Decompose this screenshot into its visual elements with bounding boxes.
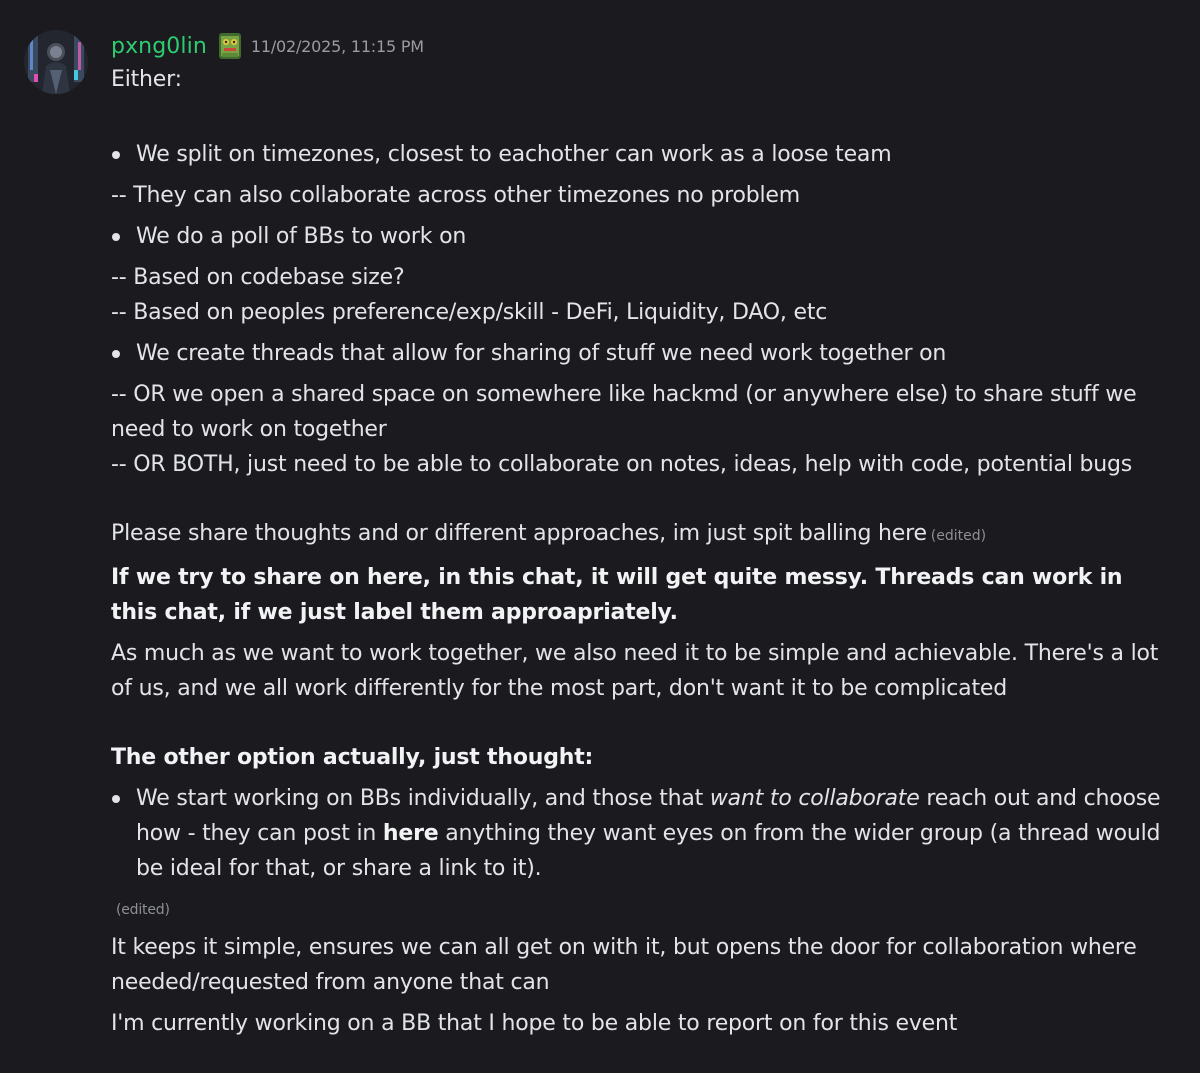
sub-item: -- OR we open a shared space on somewhere like hackmd (or anywhere else) to share stuff we need to work on together: [111, 382, 1137, 442]
paragraph-text: Please share thoughts and or different approaches, im just spit balling here: [111, 521, 927, 546]
sub-item: -- Based on codebase size?: [111, 265, 405, 290]
sub-item: -- Based on peoples preference/exp/skill - DeFi, Liquidity, DAO, etc: [111, 300, 828, 325]
spacer: [111, 482, 1171, 516]
user-avatar[interactable]: [24, 30, 88, 94]
list-item-text: anything they want eyes on from the wider group (a thread would be ideal for that, or share a link to it).: [136, 821, 1161, 881]
message-content: [111, 62, 1171, 1041]
list-item-text: We start working on BBs individually, and those that: [136, 786, 710, 811]
list-item: [111, 219, 1171, 254]
bold-heading: The other option actually, just thought:: [111, 745, 594, 770]
list-item-text: reach out and choose how - they can post in: [136, 786, 1161, 846]
spacer: [111, 97, 1171, 131]
paragraph: As much as we want to work together, we also need it to be simple and achievable. There's a lot of us, and we all work differently for the most part, don't want it to be complicated: [111, 641, 1159, 701]
username[interactable]: pxng0lin: [111, 33, 207, 59]
avatar-image: [24, 30, 88, 94]
spacer: [111, 706, 1171, 740]
frog-emoji-icon[interactable]: [219, 33, 241, 59]
list-item-text: We split on timezones, closest to eachother can work as a loose team: [136, 142, 892, 167]
paragraph: I'm currently working on a BB that I hope to be able to report on for this event: [111, 1011, 958, 1036]
sub-item: -- They can also collaborate across other timezones no problem: [111, 183, 800, 208]
bullet-icon: [112, 795, 120, 803]
list-item: [111, 137, 1171, 172]
edited-label[interactable]: (edited): [116, 902, 170, 918]
list-item-text: We do a poll of BBs to work on: [136, 224, 467, 249]
list-item: [111, 336, 1171, 371]
bullet-icon: [112, 233, 120, 241]
italic-text: want to collaborate: [709, 786, 920, 811]
intro-text: Either:: [111, 67, 182, 92]
message-header: [111, 29, 424, 63]
paragraph: [111, 516, 1171, 554]
bullet-icon: [112, 350, 120, 358]
paragraph: It keeps it simple, ensures we can all get on with it, but opens the door for collaboration where needed/requested from anyone that can: [111, 935, 1137, 995]
edited-label[interactable]: (edited): [930, 528, 987, 544]
bold-text: here: [382, 821, 439, 846]
message-timestamp[interactable]: 11/02/2025, 11:15 PM: [250, 36, 424, 56]
list-item-text: We create threads that allow for sharing of stuff we need work together on: [136, 341, 947, 366]
bullet-icon: [112, 151, 120, 159]
bold-paragraph: If we try to share on here, in this chat, it will get quite messy. Threads can work in this chat, if we just label them approapriately.: [111, 565, 1123, 625]
sub-item: -- OR BOTH, just need to be able to collaborate on notes, ideas, help with code, potential bugs: [111, 452, 1133, 477]
list-item: [111, 781, 1171, 886]
